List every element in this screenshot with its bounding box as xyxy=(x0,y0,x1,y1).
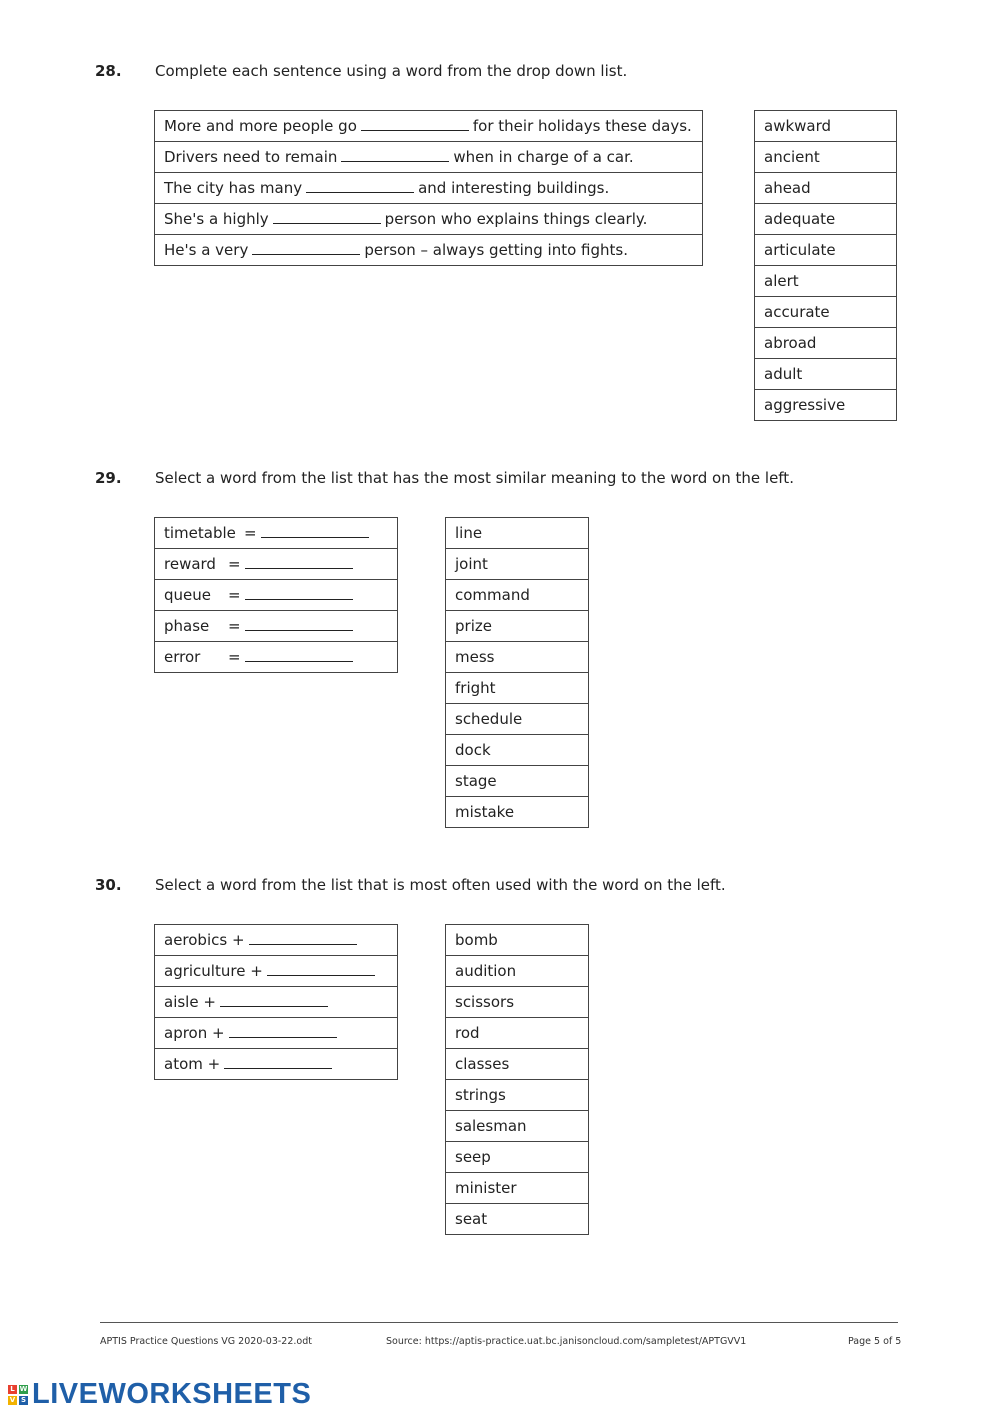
left-word: error xyxy=(164,648,201,666)
word-cell xyxy=(155,1049,398,1080)
option-row xyxy=(446,797,589,828)
option-row xyxy=(446,1018,589,1049)
left-word: atom xyxy=(164,1055,203,1073)
option-row xyxy=(755,359,897,390)
word-cell xyxy=(155,611,398,642)
option-row xyxy=(755,297,897,328)
option-item[interactable]: accurate xyxy=(755,297,897,328)
answer-blank[interactable] xyxy=(245,556,353,569)
left-word: phase xyxy=(164,617,210,635)
option-row xyxy=(446,704,589,735)
q28-sentence-table xyxy=(154,110,703,266)
option-row xyxy=(755,173,897,204)
option-item[interactable]: salesman xyxy=(446,1111,589,1142)
option-row xyxy=(446,611,589,642)
answer-blank[interactable] xyxy=(220,994,328,1007)
option-item[interactable]: audition xyxy=(446,956,589,987)
sentence-start: The city has many xyxy=(164,179,303,197)
option-row xyxy=(755,142,897,173)
option-item[interactable]: articulate xyxy=(755,235,897,266)
left-word: agriculture xyxy=(164,962,246,980)
plus-sign: + xyxy=(227,931,245,949)
answer-blank[interactable] xyxy=(245,618,353,631)
answer-blank[interactable] xyxy=(273,211,381,224)
q29-option-list xyxy=(445,517,589,828)
sentence-start: More and more people go xyxy=(164,117,357,135)
left-word: timetable xyxy=(164,524,236,542)
plus-sign: + xyxy=(198,993,216,1011)
option-row xyxy=(446,956,589,987)
option-row xyxy=(446,735,589,766)
sentence-cell xyxy=(155,204,703,235)
sentence-end: for their holidays these days. xyxy=(472,117,692,135)
answer-blank[interactable] xyxy=(224,1056,332,1069)
q30-option-list xyxy=(445,924,589,1235)
option-row xyxy=(755,390,897,421)
sentence-end: person – always getting into fights. xyxy=(364,241,628,259)
word-cell xyxy=(155,518,398,549)
option-row xyxy=(446,766,589,797)
answer-blank[interactable] xyxy=(249,932,357,945)
option-item[interactable]: stage xyxy=(446,766,589,797)
option-row xyxy=(755,328,897,359)
option-item[interactable]: adequate xyxy=(755,204,897,235)
logo-grid-icon xyxy=(8,1385,28,1405)
answer-blank[interactable] xyxy=(229,1025,337,1038)
word-row xyxy=(155,642,398,673)
footer-filename: APTIS Practice Questions VG 2020-03-22.odt xyxy=(100,1336,312,1347)
option-row xyxy=(446,673,589,704)
plus-sign: + xyxy=(202,1055,221,1073)
equals-sign: = xyxy=(228,586,241,604)
option-item[interactable]: seep xyxy=(446,1142,589,1173)
answer-blank[interactable] xyxy=(341,149,449,162)
footer-source: Source: https://aptis-practice.uat.bc.janisoncloud.com/sampletest/APTGVV1 xyxy=(386,1336,747,1347)
word-row xyxy=(155,1049,398,1080)
word-row xyxy=(155,549,398,580)
sentence-end: person who explains things clearly. xyxy=(384,210,648,228)
q29-instruction: Select a word from the list that has the most similar meaning to the word on the left. xyxy=(155,469,794,487)
option-row xyxy=(446,518,589,549)
sentence-start: Drivers need to remain xyxy=(164,148,338,166)
plus-sign: + xyxy=(245,962,263,980)
option-item[interactable]: ahead xyxy=(755,173,897,204)
sentence-start: She's a highly xyxy=(164,210,269,228)
footer-page-number: Page 5 of 5 xyxy=(848,1336,902,1347)
option-row xyxy=(446,549,589,580)
option-item[interactable]: mess xyxy=(446,642,589,673)
option-row xyxy=(755,111,897,142)
option-row xyxy=(446,1142,589,1173)
left-word: apron xyxy=(164,1024,208,1042)
option-row xyxy=(755,204,897,235)
word-cell xyxy=(155,925,398,956)
left-word: aerobics xyxy=(164,931,228,949)
option-item[interactable]: seat xyxy=(446,1204,589,1235)
word-cell xyxy=(155,549,398,580)
option-row xyxy=(446,1173,589,1204)
sentence-cell xyxy=(155,235,703,266)
answer-blank[interactable] xyxy=(252,242,360,255)
word-row xyxy=(155,518,398,549)
option-item[interactable]: ancient xyxy=(755,142,897,173)
sentence-end: and interesting buildings. xyxy=(418,179,610,197)
left-word: aisle xyxy=(164,993,199,1011)
option-row xyxy=(446,1080,589,1111)
q30-number: 30. xyxy=(95,876,122,894)
word-cell xyxy=(155,987,398,1018)
word-row xyxy=(155,1018,398,1049)
word-row xyxy=(155,925,398,956)
answer-blank[interactable] xyxy=(306,180,414,193)
plus-sign: + xyxy=(207,1024,225,1042)
sentence-start: He's a very xyxy=(164,241,249,259)
word-row xyxy=(155,956,398,987)
option-row xyxy=(446,1049,589,1080)
option-item[interactable]: abroad xyxy=(755,328,897,359)
option-row xyxy=(446,1204,589,1235)
option-item[interactable]: classes xyxy=(446,1049,589,1080)
logo-letter: W xyxy=(19,1385,28,1393)
option-item[interactable]: dock xyxy=(446,735,589,766)
option-row xyxy=(755,235,897,266)
equals-sign: = xyxy=(244,524,257,542)
answer-blank[interactable] xyxy=(267,963,375,976)
equals-sign: = xyxy=(228,617,241,635)
option-row xyxy=(446,580,589,611)
option-item[interactable]: mistake xyxy=(446,797,589,828)
sentence-row xyxy=(155,235,703,266)
word-cell xyxy=(155,956,398,987)
word-row xyxy=(155,611,398,642)
option-item[interactable]: command xyxy=(446,580,589,611)
word-cell xyxy=(155,642,398,673)
equals-sign: = xyxy=(228,555,241,573)
q29-number: 29. xyxy=(95,469,122,487)
answer-blank[interactable] xyxy=(361,118,469,131)
logo-text: LIVEWORKSHEETS xyxy=(32,1378,312,1410)
option-item[interactable]: bomb xyxy=(446,925,589,956)
option-item[interactable]: scissors xyxy=(446,987,589,1018)
sentence-row xyxy=(155,111,703,142)
option-row xyxy=(446,925,589,956)
sentence-cell xyxy=(155,173,703,204)
option-item[interactable]: joint xyxy=(446,549,589,580)
q29-word-table xyxy=(154,517,398,673)
option-item[interactable]: alert xyxy=(755,266,897,297)
answer-blank[interactable] xyxy=(261,525,369,538)
option-item[interactable]: awkward xyxy=(755,111,897,142)
option-row xyxy=(755,266,897,297)
sentence-row xyxy=(155,142,703,173)
option-item[interactable]: schedule xyxy=(446,704,589,735)
option-item[interactable]: line xyxy=(446,518,589,549)
option-item[interactable]: aggressive xyxy=(755,390,897,421)
sentence-end: when in charge of a car. xyxy=(453,148,634,166)
option-item[interactable]: fright xyxy=(446,673,589,704)
option-item[interactable]: rod xyxy=(446,1018,589,1049)
option-item[interactable]: adult xyxy=(755,359,897,390)
word-row xyxy=(155,987,398,1018)
option-row xyxy=(446,987,589,1018)
option-item[interactable]: strings xyxy=(446,1080,589,1111)
q28-instruction: Complete each sentence using a word from the drop down list. xyxy=(155,62,628,80)
left-word: reward xyxy=(164,555,216,573)
answer-blank[interactable] xyxy=(245,587,353,600)
logo-letter: V xyxy=(9,1396,16,1404)
option-item[interactable]: minister xyxy=(446,1173,589,1204)
q30-instruction: Select a word from the list that is most often used with the word on the left. xyxy=(155,876,726,894)
word-cell xyxy=(155,1018,398,1049)
sentence-cell xyxy=(155,142,703,173)
word-cell xyxy=(155,580,398,611)
option-row xyxy=(446,1111,589,1142)
sentence-row xyxy=(155,204,703,235)
option-row xyxy=(446,642,589,673)
logo-letter: S xyxy=(20,1396,27,1404)
q30-word-table xyxy=(154,924,398,1080)
q28-option-list xyxy=(754,110,897,421)
footer-divider xyxy=(100,1322,898,1323)
answer-blank[interactable] xyxy=(245,649,353,662)
left-word: queue xyxy=(164,586,211,604)
equals-sign: = xyxy=(228,648,241,666)
q28-number: 28. xyxy=(95,62,122,80)
option-item[interactable]: prize xyxy=(446,611,589,642)
sentence-cell xyxy=(155,111,703,142)
sentence-row xyxy=(155,173,703,204)
liveworksheets-logo[interactable] xyxy=(8,1378,311,1411)
word-row xyxy=(155,580,398,611)
logo-letter: L xyxy=(8,1385,17,1394)
